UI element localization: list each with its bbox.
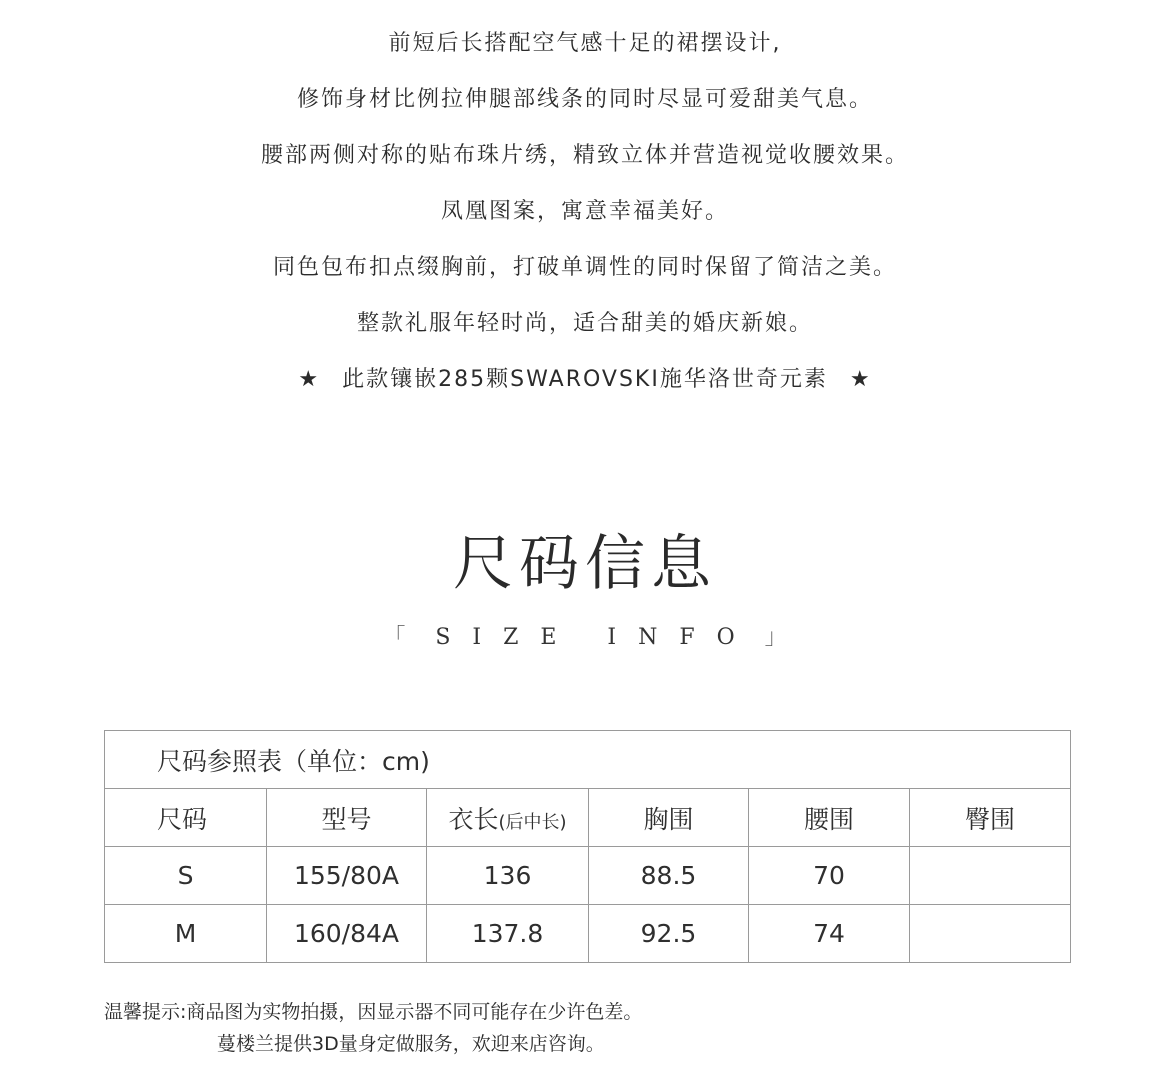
- bracket-close: 」: [764, 625, 787, 650]
- subtitle-text: SIZE INFO: [435, 625, 757, 650]
- swarovski-highlight: [0, 362, 1170, 418]
- table-row: [105, 905, 1071, 963]
- header-model: 型号: [267, 789, 427, 847]
- header-hip: 臀围: [910, 789, 1071, 847]
- size-chart-table: [104, 730, 1071, 963]
- cell-model: 155/80A: [267, 847, 427, 905]
- table-header-row: [105, 789, 1071, 847]
- description-line: 修饰身材比例拉伸腿部线条的同时尽显可爱甜美气息。: [296, 87, 873, 112]
- header-length-note: (后中长): [498, 811, 567, 833]
- star-icon: ★: [849, 367, 872, 392]
- cell-waist: 74: [749, 905, 910, 963]
- cell-bust: 92.5: [589, 905, 749, 963]
- star-icon: ★: [298, 367, 321, 392]
- highlight-text: 此款镶嵌285颗SWAROVSKI施华洛世奇元素: [342, 367, 828, 392]
- table-row: [105, 847, 1071, 905]
- description-line: 整款礼服年轻时尚，适合甜美的婚庆新娘。: [356, 311, 813, 336]
- section-title: 尺码信息: [453, 529, 717, 599]
- section-subtitle: [0, 620, 1170, 651]
- cell-model: 160/84A: [267, 905, 427, 963]
- description-line: 前短后长搭配空气感十足的裙摆设计,: [388, 31, 782, 56]
- cell-hip: [910, 905, 1071, 963]
- description-line: 凤凰图案，寓意幸福美好。: [440, 199, 729, 224]
- cell-length: 137.8: [427, 905, 589, 963]
- header-bust: 胸围: [589, 789, 749, 847]
- cell-size: S: [105, 847, 267, 905]
- note-line-1: [104, 998, 642, 1030]
- note-line-2: 蔓楼兰提供3D量身定做服务，欢迎来店咨询。: [217, 1033, 605, 1055]
- description-line: 腰部两侧对称的贴布珠片绣，精致立体并营造视觉收腰效果。: [260, 143, 909, 168]
- cell-hip: [910, 847, 1071, 905]
- note-text: 商品图为实物拍摄，因显示器不同可能存在少许色差。: [186, 1001, 643, 1023]
- table-caption-row: [105, 731, 1071, 789]
- notes: [104, 998, 642, 1062]
- cell-bust: 88.5: [589, 847, 749, 905]
- note-label: 温馨提示:: [104, 1001, 187, 1023]
- table-caption: 尺码参照表（单位：cm): [105, 731, 1071, 789]
- product-description: [0, 26, 1170, 418]
- bracket-open: 「: [383, 625, 406, 650]
- description-line: 同色包布扣点缀胸前，打破单调性的同时保留了简洁之美。: [272, 255, 897, 280]
- header-waist: 腰围: [749, 789, 910, 847]
- cell-waist: 70: [749, 847, 910, 905]
- header-length-label: 衣长: [448, 804, 499, 834]
- cell-size: M: [105, 905, 267, 963]
- header-size: 尺码: [105, 789, 267, 847]
- cell-length: 136: [427, 847, 589, 905]
- header-length: [427, 789, 589, 847]
